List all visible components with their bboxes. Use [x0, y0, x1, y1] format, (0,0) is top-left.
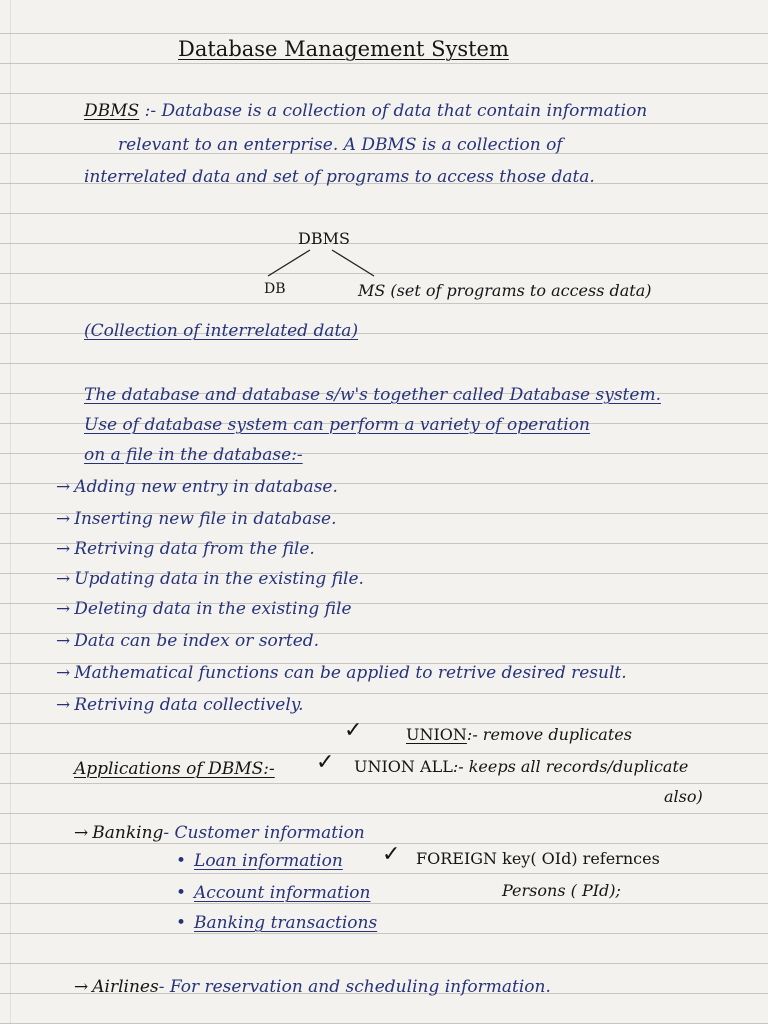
- operation-item: → Retriving data from the file.: [56, 539, 315, 559]
- banking-application: [74, 822, 365, 844]
- check-icon: ✓: [316, 750, 335, 775]
- airlines-application: [74, 976, 551, 998]
- arrow-icon: →: [56, 631, 71, 651]
- union-note: [406, 724, 632, 746]
- union-desc: :- remove duplicates: [466, 725, 632, 744]
- operation-item: → Data can be index or sorted.: [56, 631, 320, 651]
- union-all-keyword: UNION ALL: [354, 757, 453, 776]
- applications-heading: Applications of DBMS:-: [74, 759, 275, 779]
- operation-item: → Updating data in the existing file.: [56, 569, 364, 589]
- union-all-desc: :- keeps all records/duplicate: [452, 757, 689, 776]
- banking-desc: - Customer information: [163, 823, 365, 843]
- intro-line-1: The database and database s/w's together called Database system.: [84, 385, 661, 405]
- arrow-icon: →: [56, 509, 71, 529]
- operation-item: → Adding new entry in database.: [56, 477, 338, 497]
- bullet-icon: •: [176, 883, 187, 903]
- check-icon: ✓: [382, 842, 401, 867]
- arrow-icon: →: [56, 569, 71, 589]
- intro-line-2: Use of database system can perform a variety of operation: [84, 415, 590, 435]
- airlines-label: Airlines: [92, 977, 159, 997]
- arrow-icon: →: [56, 539, 71, 559]
- tree-root-label: DBMS: [298, 229, 350, 248]
- arrow-icon: →: [56, 477, 71, 497]
- page-margin: [0, 0, 11, 1024]
- arrow-icon: →: [74, 823, 89, 843]
- dbms-definition-line-1: [84, 100, 647, 122]
- union-all-desc-cont: also): [664, 787, 703, 806]
- page-title: Database Management System: [178, 37, 509, 61]
- operation-item: → Retriving data collectively.: [56, 695, 304, 715]
- tree-right-label: MS (set of programs to access data): [358, 281, 652, 300]
- check-icon: ✓: [344, 718, 363, 743]
- tree-left-note: (Collection of interrelated data): [84, 321, 359, 341]
- union-all-note: [354, 756, 688, 778]
- dbms-def-text-1: :- Database is a collection of data that contain information: [144, 101, 648, 121]
- tree-left-label: DB: [264, 281, 286, 297]
- airlines-desc: - For reservation and scheduling information.: [158, 977, 551, 997]
- intro-line-3: on a file in the database:-: [84, 445, 303, 465]
- dbms-definition-line-3: interrelated data and set of programs to access those data.: [84, 167, 595, 187]
- foreign-key-note: FOREIGN key( OId) refernces: [416, 849, 660, 868]
- banking-sub-item: • Account information: [176, 883, 371, 903]
- arrow-icon: →: [74, 977, 89, 997]
- operation-item: → Inserting new file in database.: [56, 509, 337, 529]
- bullet-icon: •: [176, 851, 187, 871]
- bullet-icon: •: [176, 913, 187, 933]
- banking-sub-item: • Banking transactions: [176, 913, 378, 933]
- arrow-icon: →: [56, 599, 71, 619]
- union-keyword: UNION: [406, 725, 467, 744]
- foreign-key-note-cont: Persons ( PId);: [502, 881, 621, 900]
- banking-sub-item: • Loan information: [176, 851, 343, 871]
- operation-item: → Mathematical functions can be applied to retrive desired result.: [56, 663, 627, 683]
- arrow-icon: →: [56, 695, 71, 715]
- dbms-label: DBMS: [84, 101, 140, 121]
- dbms-definition-line-2: relevant to an enterprise. A DBMS is a collection of: [118, 135, 563, 155]
- operation-item: → Deleting data in the existing file: [56, 599, 352, 619]
- banking-label: Banking: [92, 823, 164, 843]
- arrow-icon: →: [56, 663, 71, 683]
